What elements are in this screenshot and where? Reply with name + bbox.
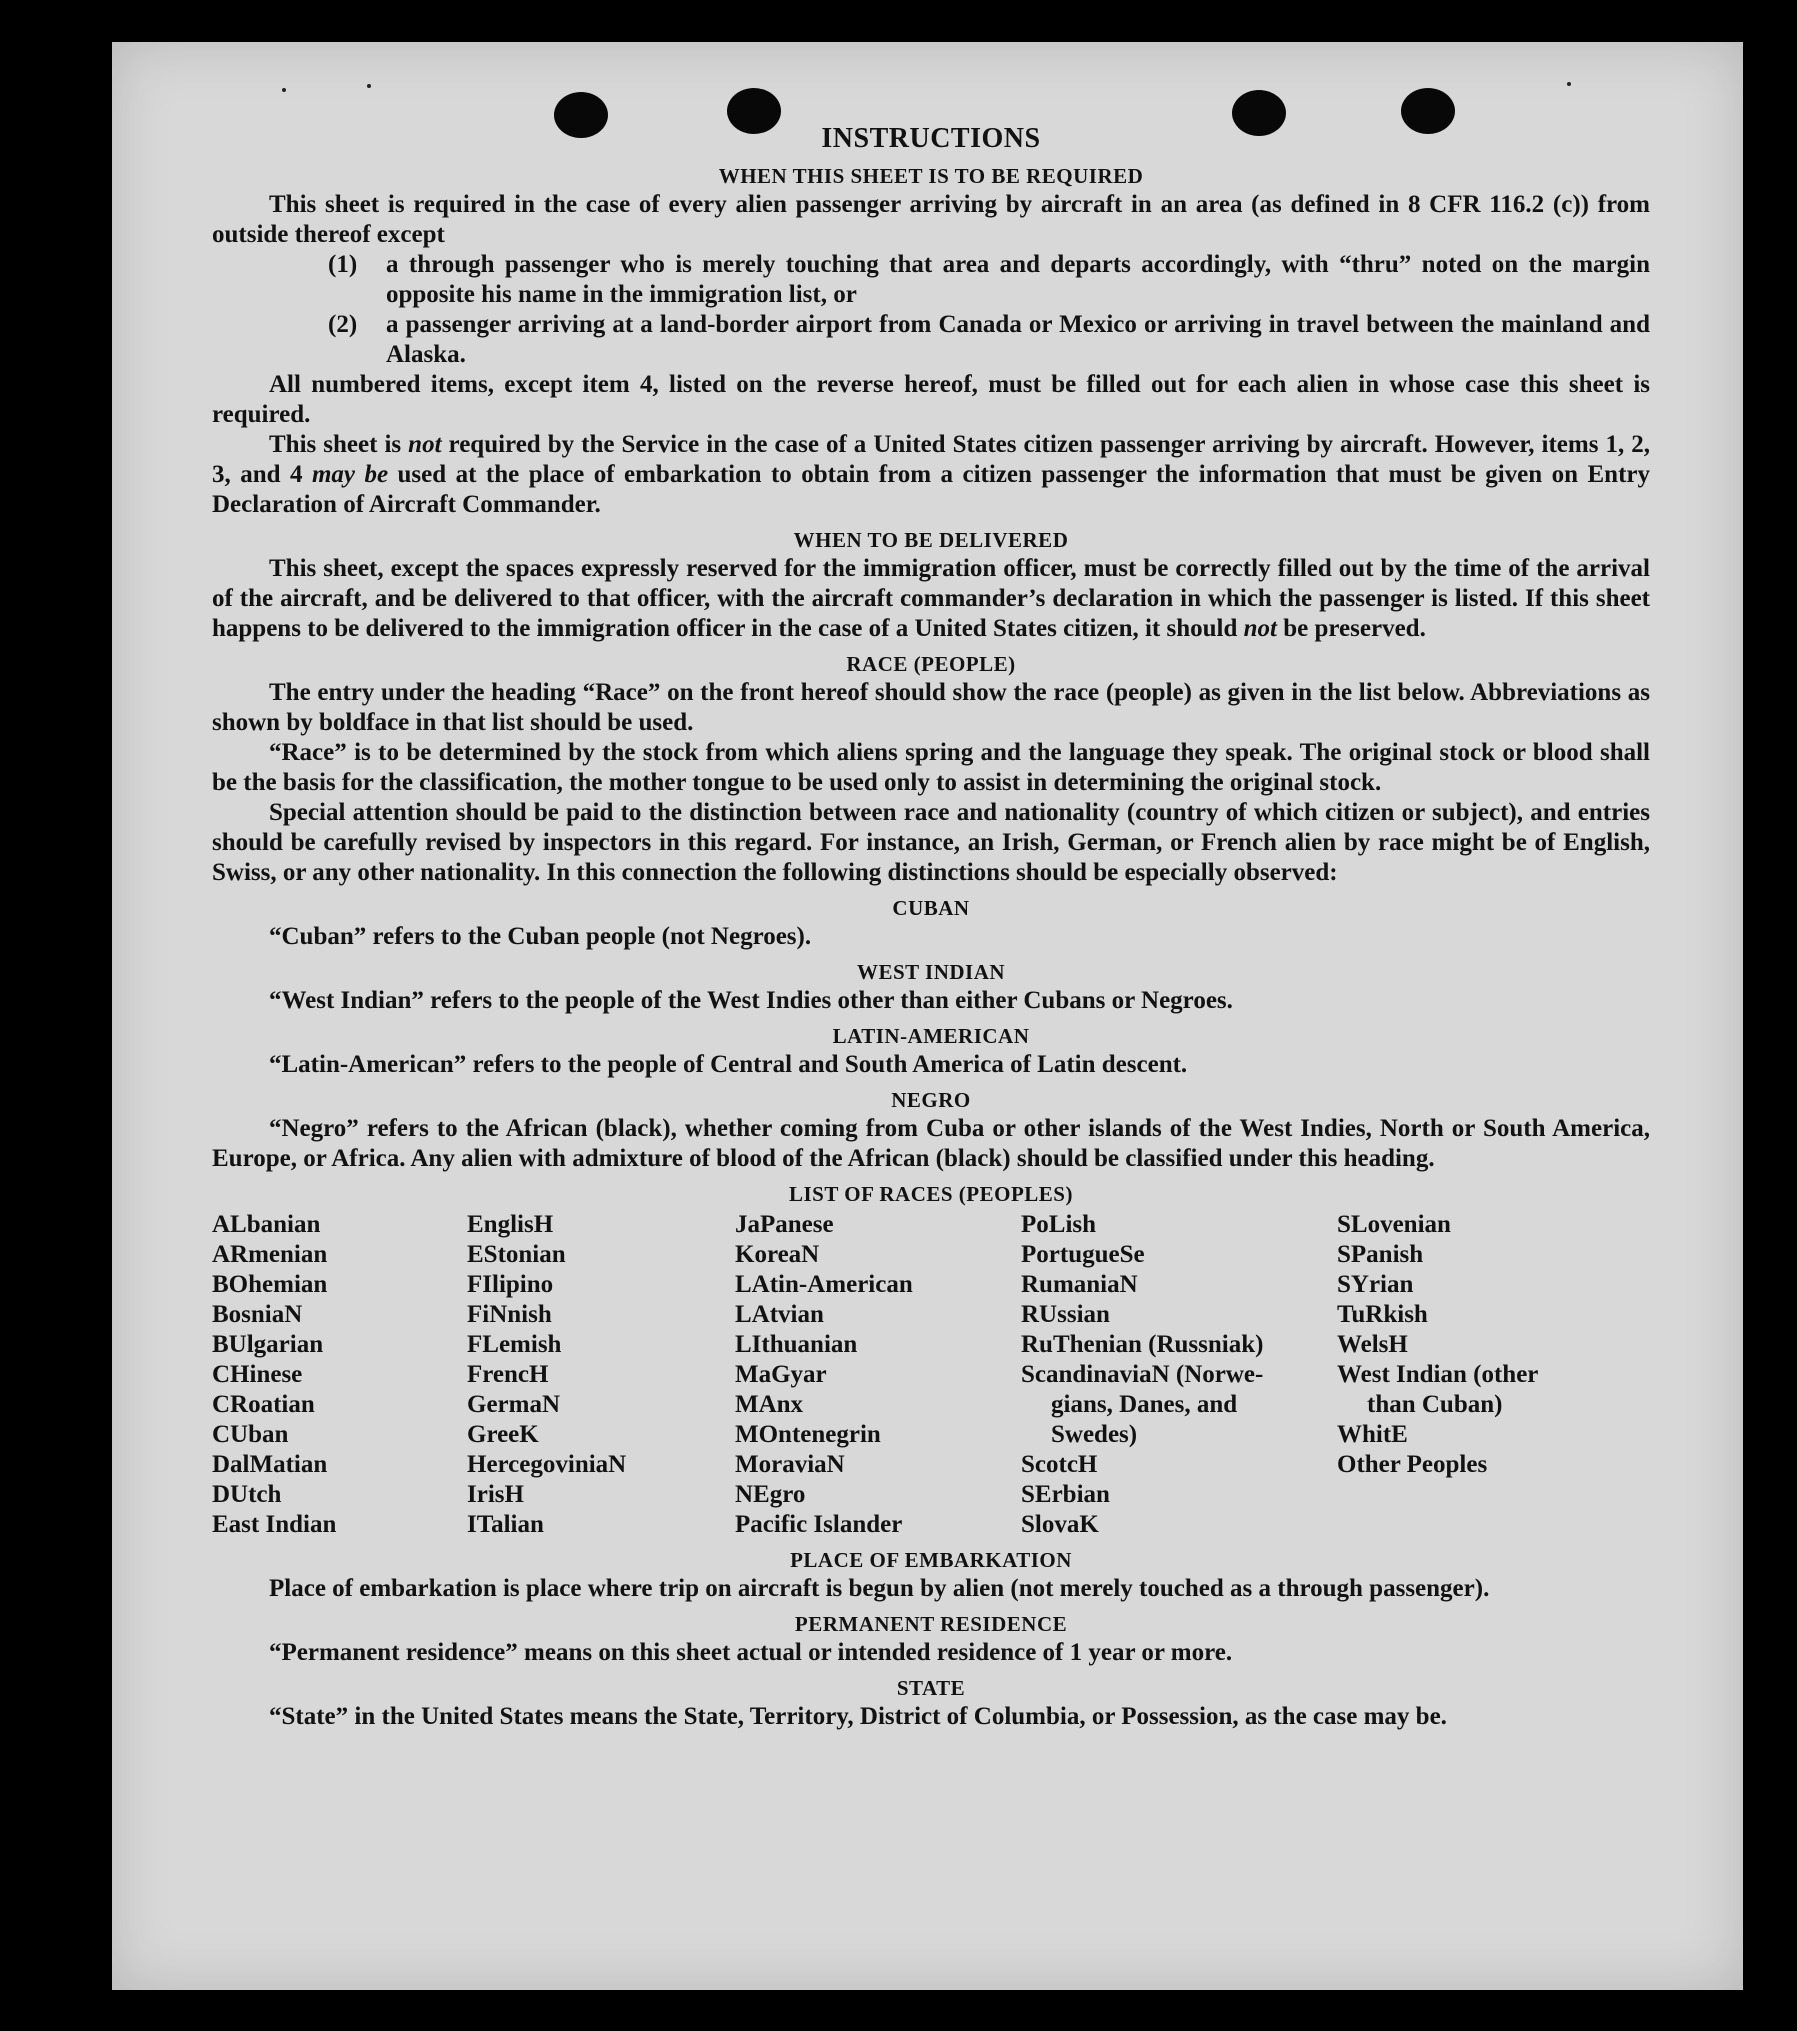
race-entry: HercegoviniaN — [467, 1451, 627, 1478]
race-entry: Pacific Islander — [735, 1511, 903, 1538]
race-entry: SPanish — [1337, 1241, 1424, 1268]
heading-list-of-races: LIST OF RACES (PEOPLES) — [789, 1182, 1073, 1206]
race-entry: SLovenian — [1337, 1211, 1451, 1238]
heading-cuban: CUBAN — [892, 896, 970, 920]
race-entry: PortugueSe — [1021, 1241, 1145, 1268]
race-entry: WhitE — [1337, 1421, 1408, 1448]
race-entry: SYrian — [1337, 1271, 1414, 1298]
paragraph: All numbered items, except item 4, listed on the reverse hereof, must be filled out for each alien in whose case this sheet is required. — [212, 371, 1650, 428]
race-entry: MAnx — [735, 1391, 804, 1418]
race-entry: SErbian — [1021, 1481, 1110, 1508]
heading-latin-american: LATIN-AMERICAN — [832, 1024, 1030, 1048]
race-entry: RuThenian (Russniak) — [1021, 1331, 1264, 1358]
race-entry: ITalian — [467, 1511, 544, 1538]
document-sheet — [112, 42, 1743, 1990]
race-entry: BosniaN — [212, 1301, 303, 1328]
races-column — [735, 1210, 1021, 1540]
heading-permanent-residence: PERMANENT RESIDENCE — [794, 1612, 1068, 1636]
heading-state: STATE — [896, 1676, 966, 1700]
paragraph: “State” in the United States means the State, Territory, District of Columbia, or Possession, as the case may be. — [269, 1703, 1447, 1730]
heading-race: RACE (PEOPLE) — [846, 652, 1016, 676]
speck-mark — [282, 88, 286, 92]
race-entry: DalMatian — [212, 1451, 328, 1478]
race-entry: ARmenian — [212, 1241, 328, 1268]
paragraph: “Race” is to be determined by the stock from which aliens spring and the language they speak. The original stock or blood shall be the basis for the classification, the mother tongue to be used only to assist in determining the original stock. — [212, 739, 1650, 796]
race-entry: GermaN — [467, 1391, 561, 1418]
item-number: (1) — [328, 251, 358, 278]
race-entry: BUlgarian — [212, 1331, 324, 1358]
race-entry: NEgro — [735, 1481, 806, 1508]
race-entry: FrencH — [467, 1361, 549, 1388]
race-entry: BOhemian — [212, 1271, 328, 1298]
heading-place-of-embarkation: PLACE OF EMBARKATION — [790, 1548, 1072, 1572]
race-entry: LAtin-American — [735, 1271, 913, 1298]
race-entry: West Indian (other — [1337, 1361, 1539, 1388]
race-entry: MaGyar — [735, 1361, 827, 1388]
paragraph: Place of embarkation is place where trip on aircraft is begun by alien (not merely touched as a through passenger). — [269, 1575, 1490, 1602]
race-entry: TuRkish — [1337, 1301, 1428, 1328]
race-entry: LAtvian — [735, 1301, 824, 1328]
race-entry: EnglisH — [467, 1211, 554, 1238]
instructions-text — [212, 122, 1650, 1732]
race-entry: GreeK — [467, 1421, 539, 1448]
item-number: (2) — [328, 311, 358, 338]
paragraph: This sheet is not required by the Service in the case of a United States citizen passenger arriving by aircraft. However, items 1, 2, 3, and 4 may be used at the place of embarkation to obtain from a citizen passenger the information that must be given on Entry Declaration of Aircraft Commander. — [212, 431, 1650, 518]
paragraph: “Latin-American” refers to the people of Central and South America of Latin descent. — [269, 1051, 1188, 1078]
paragraph: “Permanent residence” means on this sheet actual or intended residence of 1 year or more. — [269, 1639, 1233, 1666]
exception-item — [328, 310, 1650, 370]
races-column — [1021, 1210, 1337, 1540]
paragraph: The entry under the heading “Race” on the front hereof should show the race (people) as given in the list below. Abbreviations as shown by boldface in that list should be used. — [212, 679, 1650, 736]
exception-item — [328, 250, 1650, 310]
race-entry: CUban — [212, 1421, 289, 1448]
race-entry: RumaniaN — [1021, 1271, 1138, 1298]
race-entry: East Indian — [212, 1511, 337, 1538]
item-text: a passenger arriving at a land-border airport from Canada or Mexico or arriving in travel between the mainland and Alaska. — [386, 311, 1650, 368]
race-entry: Swedes) — [1051, 1421, 1138, 1448]
race-entry: ALbanian — [212, 1211, 321, 1238]
race-entry: FLemish — [467, 1331, 562, 1358]
speck-mark — [367, 84, 371, 88]
paragraph: “West Indian” refers to the people of the West Indies other than either Cubans or Negroes. — [269, 987, 1233, 1014]
races-column — [212, 1210, 467, 1540]
paragraph: This sheet is required in the case of every alien passenger arriving by aircraft in an area (as defined in 8 CFR 116.2 (c)) from outside thereof except — [212, 191, 1650, 248]
paragraph: “Cuban” refers to the Cuban people (not Negroes). — [269, 923, 812, 950]
paragraph: Special attention should be paid to the distinction between race and nationality (country of which citizen or subject), and entries should be carefully revised by inspectors in this regard. For instance, an Irish, German, or French alien by race might be of English, Swiss, or any other nationality. In this connection the following distinctions should be especially observed: — [212, 799, 1650, 886]
heading-when-required: WHEN THIS SHEET IS TO BE REQUIRED — [718, 164, 1144, 188]
races-column — [1337, 1210, 1617, 1540]
race-entry: ScandinaviaN (Norwe- — [1021, 1361, 1264, 1388]
race-entry: FIlipino — [467, 1271, 554, 1298]
races-column — [467, 1210, 735, 1540]
speck-mark — [1567, 82, 1571, 86]
paragraph: “Negro” refers to the African (black), whether coming from Cuba or other islands of the West Indies, North or South America, Europe, or Africa. Any alien with admixture of blood of the African (black) should be classified under this heading. — [212, 1115, 1650, 1172]
race-entry: than Cuban) — [1367, 1391, 1503, 1418]
race-entry: WelsH — [1337, 1331, 1408, 1358]
item-text: a through passenger who is merely touching that area and departs accordingly, with “thru” noted on the margin opposite his name in the immigration list, or — [386, 251, 1650, 308]
race-entry: EStonian — [467, 1241, 566, 1268]
races-table — [212, 1210, 1650, 1540]
race-entry: SlovaK — [1021, 1511, 1099, 1538]
race-entry: IrisH — [467, 1481, 524, 1508]
race-entry: Other Peoples — [1337, 1451, 1488, 1478]
page-title: INSTRUCTIONS — [821, 123, 1041, 154]
race-entry: LIthuanian — [735, 1331, 858, 1358]
heading-negro: NEGRO — [891, 1088, 971, 1112]
heading-when-delivered: WHEN TO BE DELIVERED — [793, 528, 1069, 552]
paragraph: This sheet, except the spaces expressly reserved for the immigration officer, must be correctly filled out by the time of the arrival of the aircraft, and be delivered to that officer, with the aircraft commander’s declaration in which the passenger is listed. If this sheet happens to be delivered to the immigration officer in the case of a United States citizen, it should not be preserved. — [212, 555, 1650, 642]
race-entry: ScotcH — [1021, 1451, 1098, 1478]
race-entry: FiNnish — [467, 1301, 552, 1328]
race-entry: JaPanese — [735, 1211, 834, 1238]
race-entry: MoraviaN — [735, 1451, 845, 1478]
race-entry: DUtch — [212, 1481, 282, 1508]
race-entry: CRoatian — [212, 1391, 315, 1418]
race-entry: RUssian — [1021, 1301, 1110, 1328]
race-entry: CHinese — [212, 1361, 303, 1388]
race-entry: PoLish — [1021, 1211, 1097, 1238]
heading-west-indian: WEST INDIAN — [856, 960, 1006, 984]
race-entry: gians, Danes, and — [1051, 1391, 1238, 1418]
race-entry: MOntenegrin — [735, 1421, 881, 1448]
race-entry: KoreaN — [735, 1241, 820, 1268]
